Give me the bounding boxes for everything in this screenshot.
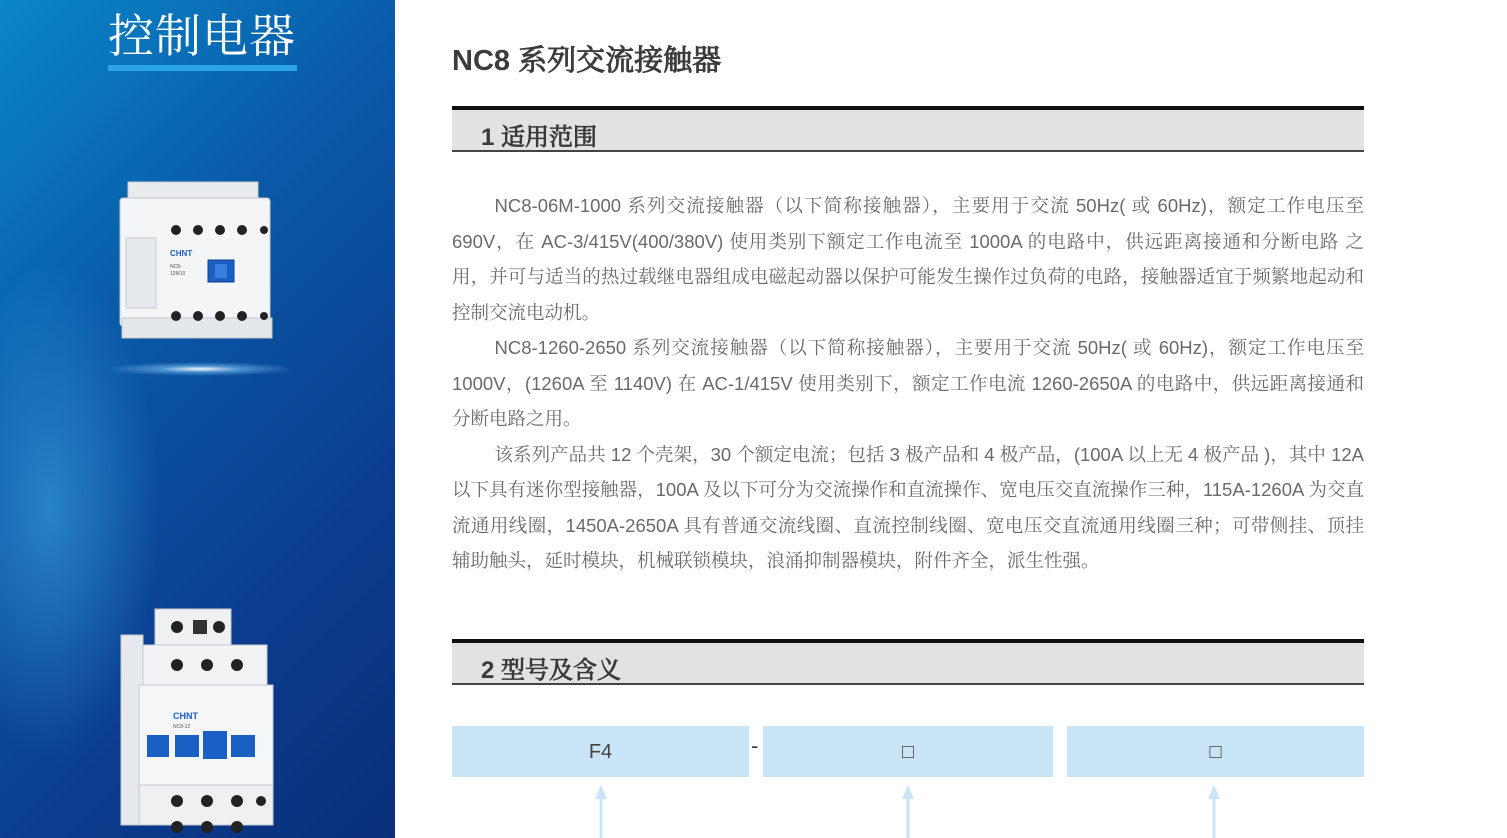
svg-text:CHNT: CHNT (173, 711, 198, 721)
up-arrow-icon (1208, 785, 1220, 838)
contactor-large-image (115, 605, 280, 838)
contactor-small-image (118, 178, 278, 343)
scope-description (452, 188, 1364, 579)
section-heading-label: 1 适用范围 (481, 124, 598, 151)
product-light-reflection (105, 362, 295, 376)
sidebar (0, 0, 395, 838)
paragraph: NC8-1260-2650 系列交流接触器（以下简称接触器），主要用于交流 50Hz( 或 60Hz)，额定工作电压至 1000V，(1260A 至 1140V) 在 AC-1/415V 使用类别下，额定工作电流 1260-2650A 的电路中，供远距离接通和分断电路之用。 (452, 337, 1364, 429)
up-arrow-icon (595, 785, 607, 838)
svg-text:CHNT: CHNT (170, 249, 193, 258)
svg-text:NC8-12: NC8-12 (173, 724, 191, 730)
section-heading-label: 2 型号及含义 (481, 657, 622, 684)
up-arrow-icon (902, 785, 914, 838)
model-code-box: □ (763, 726, 1053, 777)
sidebar-title-underline (108, 65, 297, 71)
paragraph: 该系列产品共 12 个壳架，30 个额定电流；包括 3 极产品和 4 极产品，(100A 以上无 4 极产品 )，其中 12A 以下具有迷你型接触器，100A 及以下可分为交流操作和直流操作、宽电压交直流操作三种，115A-1260A 为交直流通用线圈，1450A-2650A 具有普通交流线圈、直流控制线圈、宽电压交直流通用线圈三种；可带侧挂、顶挂辅助触头，延时模块，机械联锁模块，浪涌抑制器模块，附件齐全，派生性强。 (452, 443, 1364, 571)
section-heading-scope (452, 106, 1364, 152)
svg-text:12M10: 12M10 (170, 271, 186, 277)
paragraph: NC8-06M-1000 系列交流接触器（以下简称接触器），主要用于交流 50Hz( 或 60Hz)，额定工作电压至 690V，在 AC-3/415V(400/380V) 使用类别下额定工作电流至 1000A 的电路中，供远距离接通和分断电路 之用，并可与适当的热过载继电器组成电磁起动器以保护可能发生操作过负荷的电路，接触器适宜于频繁地起动和控制交流电动机。 (452, 195, 1364, 323)
page-title: NC8 系列交流接触器 (452, 45, 722, 77)
svg-text:NC8-: NC8- (170, 264, 182, 270)
sidebar-title: 控制电器 (108, 10, 296, 62)
model-code-box: F4 (452, 726, 749, 777)
model-code-box: □ (1067, 726, 1364, 777)
model-separator: - (751, 733, 759, 758)
section-heading-model (452, 639, 1364, 685)
